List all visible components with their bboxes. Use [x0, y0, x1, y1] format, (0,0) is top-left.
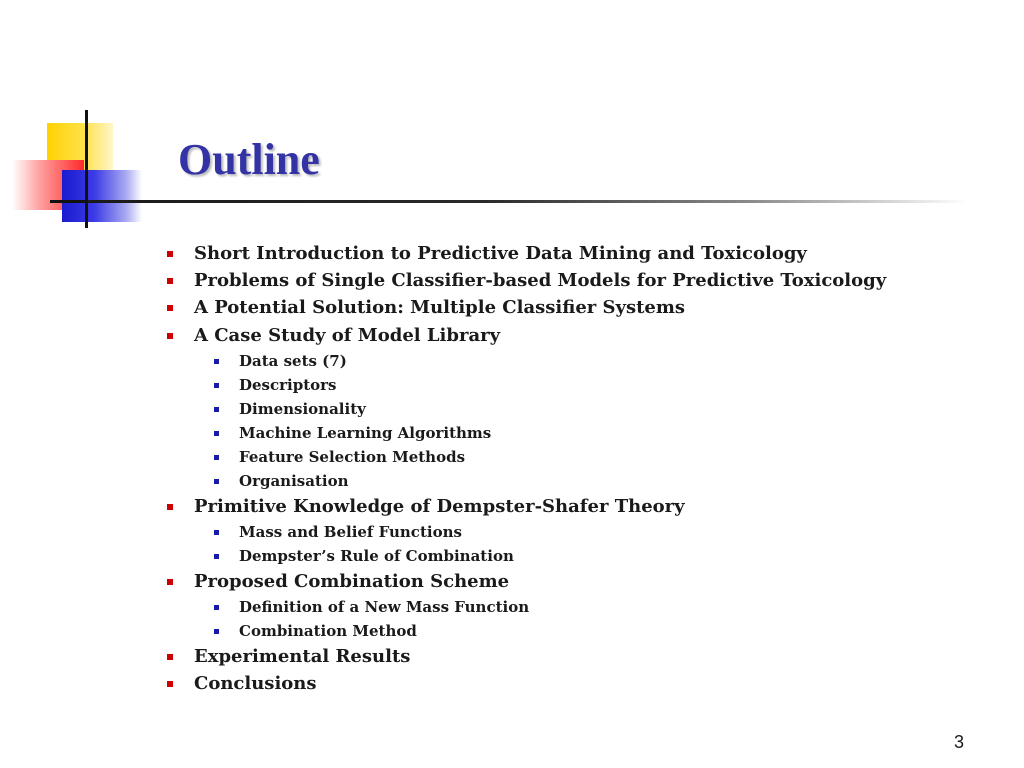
- slide-title: Outline: [178, 135, 320, 184]
- square-bullet-icon: [214, 431, 219, 436]
- outline-list: [162, 240, 1002, 698]
- outline-subitem: [162, 469, 1002, 493]
- outline-subitem: [162, 595, 1002, 619]
- outline-subitem-text: Organisation: [239, 471, 349, 490]
- outline-item-text: Problems of Single Classifier-based Models for Predictive Toxicology: [194, 270, 887, 292]
- outline-subitem: [162, 373, 1002, 397]
- outline-item: [162, 322, 1002, 349]
- outline-item: [162, 267, 1002, 294]
- outline-subitem: [162, 520, 1002, 544]
- outline-item: [162, 240, 1002, 267]
- outline-item-text: A Case Study of Model Library: [194, 324, 501, 346]
- outline-item-text: Conclusions: [194, 673, 317, 695]
- outline-subitem-text: Data sets (7): [239, 351, 347, 370]
- outline-subitem-text: Definition of a New Mass Function: [239, 598, 530, 617]
- square-bullet-icon: [167, 251, 173, 257]
- square-bullet-icon: [214, 530, 219, 535]
- outline-subitem-text: Machine Learning Algorithms: [239, 423, 492, 442]
- outline-subitem: [162, 544, 1002, 568]
- square-bullet-icon: [214, 455, 219, 460]
- page-number: 3: [953, 732, 964, 752]
- outline-item-text: Primitive Knowledge of Dempster-Shafer Theory: [194, 495, 685, 517]
- square-bullet-icon: [167, 333, 173, 339]
- horizontal-line-decoration: [50, 200, 90, 203]
- outline-subitem: [162, 349, 1002, 373]
- outline-item-text: A Potential Solution: Multiple Classifier Systems: [194, 297, 686, 319]
- square-bullet-icon: [167, 305, 173, 311]
- square-bullet-icon: [167, 579, 173, 585]
- outline-item: [162, 670, 1002, 697]
- outline-subitem-text: Mass and Belief Functions: [239, 522, 462, 541]
- outline-item: [162, 643, 1002, 670]
- outline-subitem: [162, 619, 1002, 643]
- square-bullet-icon: [167, 278, 173, 284]
- outline-item: [162, 294, 1002, 321]
- outline-item: [162, 568, 1002, 595]
- vertical-line-decoration: [85, 110, 88, 228]
- outline-subitem: [162, 445, 1002, 469]
- outline-subitem: [162, 421, 1002, 445]
- square-bullet-icon: [214, 359, 219, 364]
- outline-subitem-text: Combination Method: [239, 622, 417, 641]
- outline-subitem-text: Descriptors: [239, 375, 337, 394]
- square-bullet-icon: [167, 504, 173, 510]
- blue-square-decoration: [62, 170, 142, 222]
- outline-item-text: Proposed Combination Scheme: [194, 570, 510, 592]
- outline-subitem: [162, 397, 1002, 421]
- outline-subitem-text: Dimensionality: [239, 399, 366, 418]
- outline-item-text: Short Introduction to Predictive Data Mining and Toxicology: [194, 243, 807, 264]
- decorative-logo-block: [0, 0, 200, 240]
- square-bullet-icon: [214, 605, 219, 610]
- square-bullet-icon: [167, 681, 173, 687]
- outline-item: [162, 493, 1002, 520]
- outline-subitem-text: Dempster’s Rule of Combination: [239, 546, 514, 565]
- square-bullet-icon: [167, 654, 173, 660]
- square-bullet-icon: [214, 383, 219, 388]
- square-bullet-icon: [214, 479, 219, 484]
- square-bullet-icon: [214, 629, 219, 634]
- outline-subitem-text: Feature Selection Methods: [239, 447, 466, 466]
- square-bullet-icon: [214, 554, 219, 559]
- outline-item-text: Experimental Results: [194, 646, 411, 668]
- square-bullet-icon: [214, 407, 219, 412]
- title-underline-rule: [88, 200, 968, 203]
